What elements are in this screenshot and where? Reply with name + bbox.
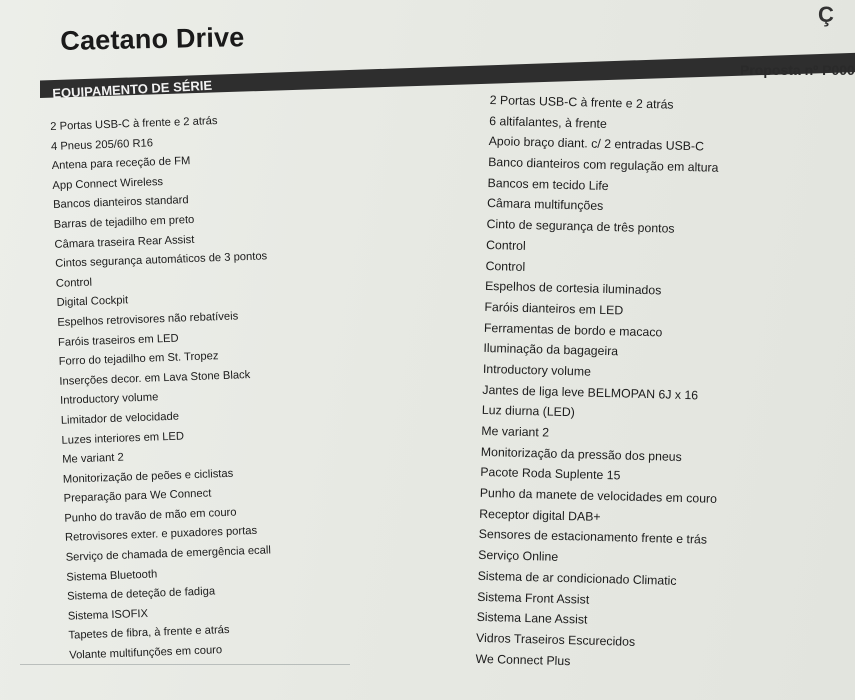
list-item: Ferramentas de bordo e macaco bbox=[483, 320, 663, 339]
list-item: Sistema ISOFIX bbox=[67, 607, 149, 623]
list-item: Espelhos de cortesia iluminados bbox=[484, 279, 662, 298]
list-item: Sistema Bluetooth bbox=[66, 568, 158, 584]
list-item: 4 Pneus 205/60 R16 bbox=[50, 136, 154, 153]
section-title: EQUIPAMENTO DE SÉRIE bbox=[52, 77, 213, 101]
list-item: Punho do travão de mão em couro bbox=[64, 506, 237, 525]
list-item: Luzes interiores em LED bbox=[61, 429, 185, 447]
list-item: Control bbox=[485, 258, 526, 274]
divider bbox=[20, 664, 350, 665]
list-item: Introductory volume bbox=[482, 361, 592, 379]
list-item: Sistema de deteção de fadiga bbox=[66, 585, 216, 603]
corner-logo-mark: Ç bbox=[818, 2, 834, 27]
list-item: Antena para receção de FM bbox=[51, 155, 191, 173]
list-item: Preparação para We Connect bbox=[63, 487, 212, 506]
list-item: Inserções decor. em Lava Stone Black bbox=[59, 368, 251, 388]
list-item: Câmara multifunções bbox=[486, 196, 604, 214]
list-item: Sistema Front Assist bbox=[477, 589, 590, 607]
list-item: Monitorização da pressão dos pneus bbox=[480, 444, 682, 464]
list-item: Volante multifunções em couro bbox=[69, 644, 223, 662]
list-item: Cintos segurança automáticos de 3 pontos bbox=[55, 250, 268, 271]
list-item: Control bbox=[55, 276, 93, 290]
list-item: Sistema Lane Assist bbox=[476, 610, 588, 627]
list-item: Me variant 2 bbox=[62, 451, 124, 466]
list-item: Receptor digital DAB+ bbox=[479, 506, 601, 524]
list-item: Forro do tejadilho em St. Tropez bbox=[58, 350, 219, 368]
list-item: Serviço de chamada de emergência ecall bbox=[65, 544, 272, 564]
list-item: Barras de tejadilho em preto bbox=[53, 213, 195, 231]
proposal-number: Proposta nº P000 bbox=[740, 62, 855, 78]
list-item: We Connect Plus bbox=[475, 651, 571, 668]
list-item: Apoio braço diant. c/ 2 entradas USB-C bbox=[488, 134, 705, 154]
list-item: Serviço Online bbox=[478, 547, 559, 564]
list-item: Jantes de liga leve BELMOPAN 6J x 16 bbox=[482, 382, 699, 402]
list-item: 2 Portas USB-C à frente e 2 atrás bbox=[50, 115, 218, 133]
list-item: Introductory volume bbox=[59, 391, 159, 408]
list-item: Tapetes de fibra, à frente e atrás bbox=[68, 624, 230, 643]
list-item: Espelhos retrovisores não rebatíveis bbox=[57, 310, 239, 329]
list-item: Limitador de velocidade bbox=[60, 410, 180, 427]
list-item: Digital Cockpit bbox=[56, 294, 129, 310]
list-item: Control bbox=[485, 237, 526, 253]
list-item: Câmara traseira Rear Assist bbox=[54, 233, 195, 251]
list-item: Punho da manete de velocidades em couro bbox=[479, 485, 718, 506]
list-item: Sistema de ar condicionado Climatic bbox=[477, 568, 677, 588]
list-item: Faróis dianteiros em LED bbox=[484, 299, 624, 318]
list-item: Iluminação da bagageira bbox=[483, 341, 619, 359]
list-item: App Connect Wireless bbox=[52, 175, 164, 192]
brand-title: Caetano Drive bbox=[60, 22, 245, 56]
equipment-list-right bbox=[475, 90, 727, 675]
list-item: 2 Portas USB-C à frente e 2 atrás bbox=[489, 92, 674, 112]
list-item: Retrovisores exter. e puxadores portas bbox=[64, 525, 258, 545]
list-item: Cinto de segurança de três pontos bbox=[486, 217, 675, 236]
list-item: Sensores de estacionamento frente e trás bbox=[478, 527, 708, 548]
list-item: Banco dianteiros com regulação em altura bbox=[487, 155, 719, 175]
list-item: Faróis traseiros em LED bbox=[57, 332, 179, 349]
equipment-list-left bbox=[50, 110, 282, 666]
list-item: Me variant 2 bbox=[481, 423, 550, 440]
list-item: 6 altifalantes, à frente bbox=[489, 113, 607, 131]
list-item: Monitorização de peões e ciclistas bbox=[62, 467, 234, 486]
list-item: Pacote Roda Suplente 15 bbox=[480, 465, 621, 483]
list-item: Bancos em tecido Life bbox=[487, 175, 609, 193]
list-item: Luz diurna (LED) bbox=[481, 403, 576, 420]
list-item: Vidros Traseiros Escurecidos bbox=[475, 630, 636, 649]
list-item: Bancos dianteiros standard bbox=[52, 194, 189, 212]
